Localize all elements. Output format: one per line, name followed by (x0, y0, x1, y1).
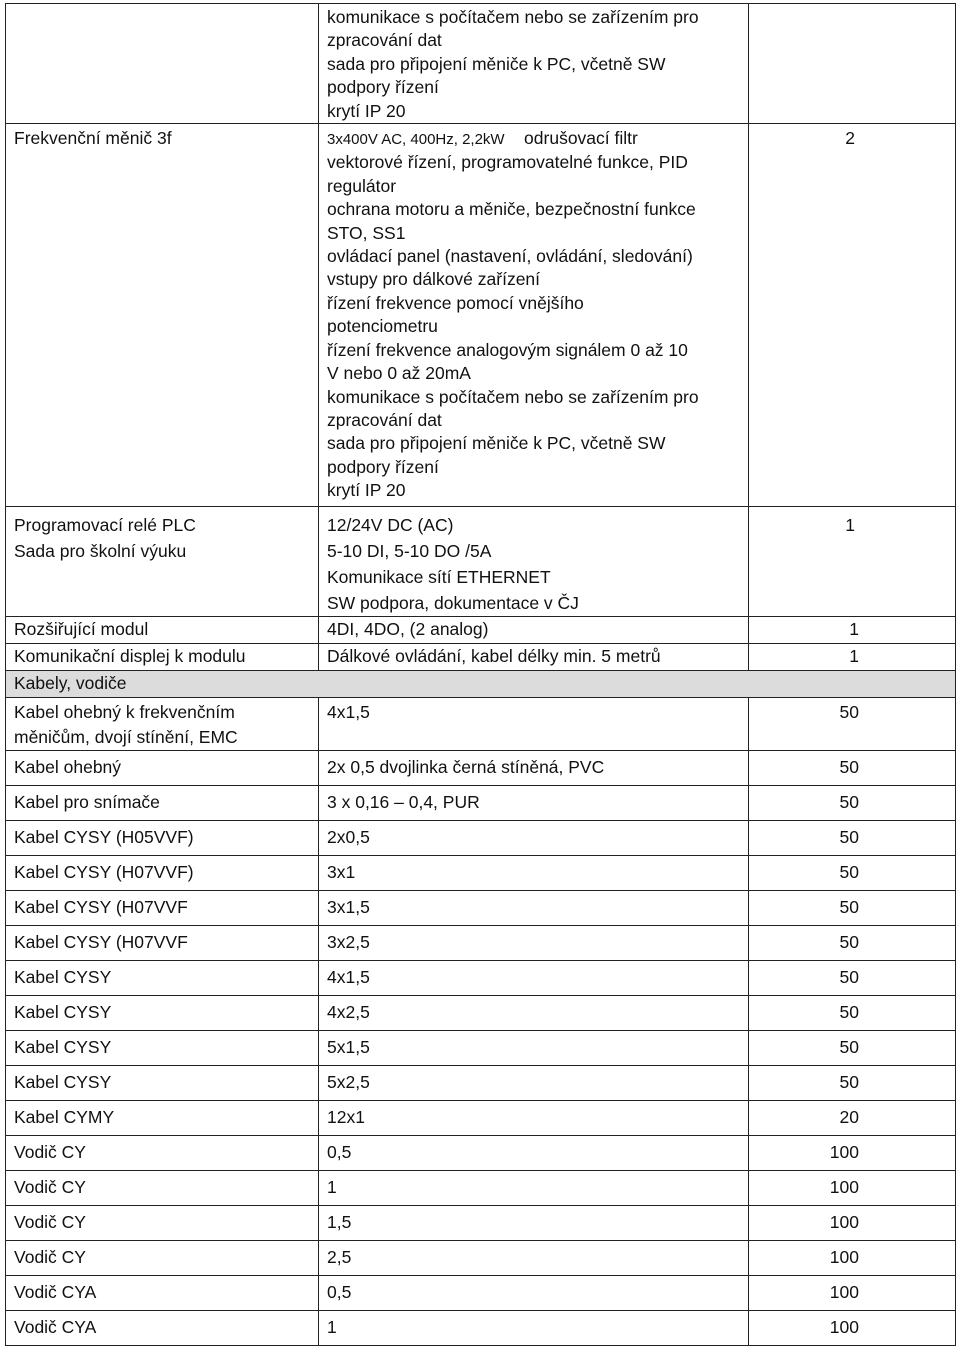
item-name: Vodič CYA (6, 1276, 319, 1311)
table-row (6, 698, 956, 751)
item-desc: 1,5 (319, 1206, 749, 1241)
item-name: Komunikační displej k modulu (6, 644, 319, 671)
item-desc: 4DI, 4DO, (2 analog) (319, 617, 749, 644)
item-qty: 50 (749, 821, 956, 856)
item-desc: 3x1 (319, 856, 749, 891)
table-row (6, 617, 956, 644)
desc-line-suffix: odrušovací filtr (524, 128, 638, 149)
item-desc: 4x2,5 (319, 996, 749, 1031)
item-name: Vodič CY (6, 1136, 319, 1171)
table-row (6, 1241, 956, 1276)
item-name: Kabel CYSY (6, 1066, 319, 1101)
table-row (6, 1031, 956, 1066)
item-desc: 5x1,5 (319, 1031, 749, 1066)
table-row (6, 4, 956, 124)
item-qty: 50 (749, 996, 956, 1031)
item-name: měničům, dvojí stínění, EMC (14, 727, 238, 748)
desc-line: řízení frekvence pomocí vnějšího (327, 292, 584, 313)
item-desc: 2,5 (319, 1241, 749, 1276)
item-desc: 4x1,5 (319, 961, 749, 996)
table-row (6, 926, 956, 961)
item-name-cell (6, 124, 319, 507)
desc-line-prefix: 3x400V AC, 400Hz, 2,2kW (327, 131, 505, 149)
item-desc: 4x1,5 (319, 698, 749, 751)
item-name: Vodič CYA (6, 1311, 319, 1346)
desc-line: řízení frekvence analogovým signálem 0 až 10 (327, 339, 688, 360)
table-row (6, 996, 956, 1031)
table-row (6, 786, 956, 821)
item-qty: 100 (749, 1311, 956, 1346)
desc-line: potenciometru (327, 316, 438, 337)
item-name: Kabel CYSY (6, 1031, 319, 1066)
item-qty: 50 (749, 961, 956, 996)
item-desc: 3 x 0,16 – 0,4, PUR (319, 786, 749, 821)
table-row (6, 124, 956, 507)
item-desc: 0,5 (319, 1276, 749, 1311)
item-name-cell (6, 698, 319, 751)
item-desc: 2x0,5 (319, 821, 749, 856)
desc-line: sada pro připojení měniče k PC, včetně SW (327, 53, 666, 74)
table-row (6, 1101, 956, 1136)
desc-line: regulátor (327, 175, 397, 196)
item-name: Kabel CYSY (H05VVF) (6, 821, 319, 856)
desc-line: podpory řízení (327, 77, 439, 98)
desc-line: vstupy pro dálkové zařízení (327, 269, 541, 290)
item-name: Kabel pro snímače (6, 786, 319, 821)
item-name: Kabel CYMY (6, 1101, 319, 1136)
table-row (6, 891, 956, 926)
item-desc-cell (319, 507, 749, 617)
item-name: Kabel CYSY (6, 996, 319, 1031)
table-row (6, 507, 956, 617)
item-name: Kabel ohebný k frekvenčním (14, 702, 235, 723)
table-row (6, 821, 956, 856)
item-name: Frekvenční měnič 3f (14, 128, 172, 149)
item-desc: 2x 0,5 dvojlinka černá stíněná, PVC (319, 751, 749, 786)
item-qty: 100 (749, 1136, 956, 1171)
item-name: Vodič CY (6, 1206, 319, 1241)
table-row (6, 1066, 956, 1101)
item-qty: 100 (749, 1276, 956, 1311)
item-qty: 20 (749, 1101, 956, 1136)
table-row (6, 1171, 956, 1206)
table-row (6, 1136, 956, 1171)
desc-line: Komunikace sítí ETHERNET (327, 567, 551, 588)
item-name: Programovací relé PLC (14, 515, 196, 536)
desc-line: komunikace s počítačem nebo se zařízením pro (327, 7, 699, 27)
item-desc: 0,5 (319, 1136, 749, 1171)
desc-line: ochrana motoru a měniče, bezpečnostní funkce (327, 199, 696, 220)
item-name: Kabel ohebný (6, 751, 319, 786)
table-row (6, 1206, 956, 1241)
item-qty: 100 (749, 1241, 956, 1276)
table-row (6, 1311, 956, 1346)
item-qty-cell (749, 507, 956, 617)
desc-line (327, 127, 740, 151)
desc-line: 12/24V DC (AC) (327, 515, 454, 536)
item-desc: 3x2,5 (319, 926, 749, 961)
desc-line: komunikace s počítačem nebo se zařízením pro (327, 386, 699, 407)
table-row (6, 1276, 956, 1311)
section-row (6, 671, 956, 698)
desc-line: krytí IP 20 (327, 100, 406, 121)
item-qty: 50 (749, 1066, 956, 1101)
item-name-cell (6, 507, 319, 617)
item-name-cell (6, 4, 319, 124)
section-title: Kabely, vodiče (6, 671, 956, 698)
item-qty: 50 (749, 1031, 956, 1066)
desc-line: STO, SS1 (327, 222, 406, 243)
item-name: Vodič CY (6, 1171, 319, 1206)
item-desc: 1 (319, 1311, 749, 1346)
table-row (6, 751, 956, 786)
table-row (6, 856, 956, 891)
desc-line: ovládací panel (nastavení, ovládání, sledování) (327, 246, 693, 267)
equipment-table (5, 3, 956, 1346)
item-desc: 12x1 (319, 1101, 749, 1136)
desc-line: vektorové řízení, programovatelné funkce, PID (327, 152, 688, 173)
item-desc-cell (319, 4, 749, 124)
item-name: Kabel CYSY (H07VVF (6, 891, 319, 926)
item-desc: 5x2,5 (319, 1066, 749, 1101)
item-qty: 50 (749, 926, 956, 961)
item-qty: 100 (749, 1171, 956, 1206)
desc-line: krytí IP 20 (327, 480, 406, 501)
item-qty-cell (749, 124, 956, 507)
item-qty: 50 (749, 891, 956, 926)
item-qty: 50 (749, 698, 956, 751)
item-qty: 1 (749, 617, 956, 644)
item-qty: 100 (749, 1206, 956, 1241)
item-name: Kabel CYSY (H07VVF) (6, 856, 319, 891)
item-qty: 1 (845, 515, 855, 536)
desc-line: SW podpora, dokumentace v ČJ (327, 593, 579, 614)
table-row (6, 961, 956, 996)
desc-line: zpracování dat (327, 409, 442, 430)
desc-line: zpracování dat (327, 30, 442, 51)
item-qty-cell (749, 4, 956, 124)
item-qty: 50 (749, 751, 956, 786)
desc-line: sada pro připojení měniče k PC, včetně SW (327, 433, 666, 454)
item-desc: 1 (319, 1171, 749, 1206)
desc-line: V nebo 0 až 20mA (327, 363, 471, 384)
item-qty: 1 (749, 644, 956, 671)
item-name: Kabel CYSY (6, 961, 319, 996)
item-name: Kabel CYSY (H07VVF (6, 926, 319, 961)
item-name: Sada pro školní výuku (14, 541, 187, 562)
item-qty: 50 (749, 856, 956, 891)
item-desc: 3x1,5 (319, 891, 749, 926)
item-name: Rozšiřující modul (6, 617, 319, 644)
desc-line: 5-10 DI, 5-10 DO /5A (327, 541, 492, 562)
table-row (6, 644, 956, 671)
desc-line: podpory řízení (327, 456, 439, 477)
item-desc-cell (319, 124, 749, 507)
item-name: Vodič CY (6, 1241, 319, 1276)
item-qty: 2 (845, 128, 855, 149)
item-qty: 50 (749, 786, 956, 821)
item-desc: Dálkové ovládání, kabel délky min. 5 metrů (319, 644, 749, 671)
